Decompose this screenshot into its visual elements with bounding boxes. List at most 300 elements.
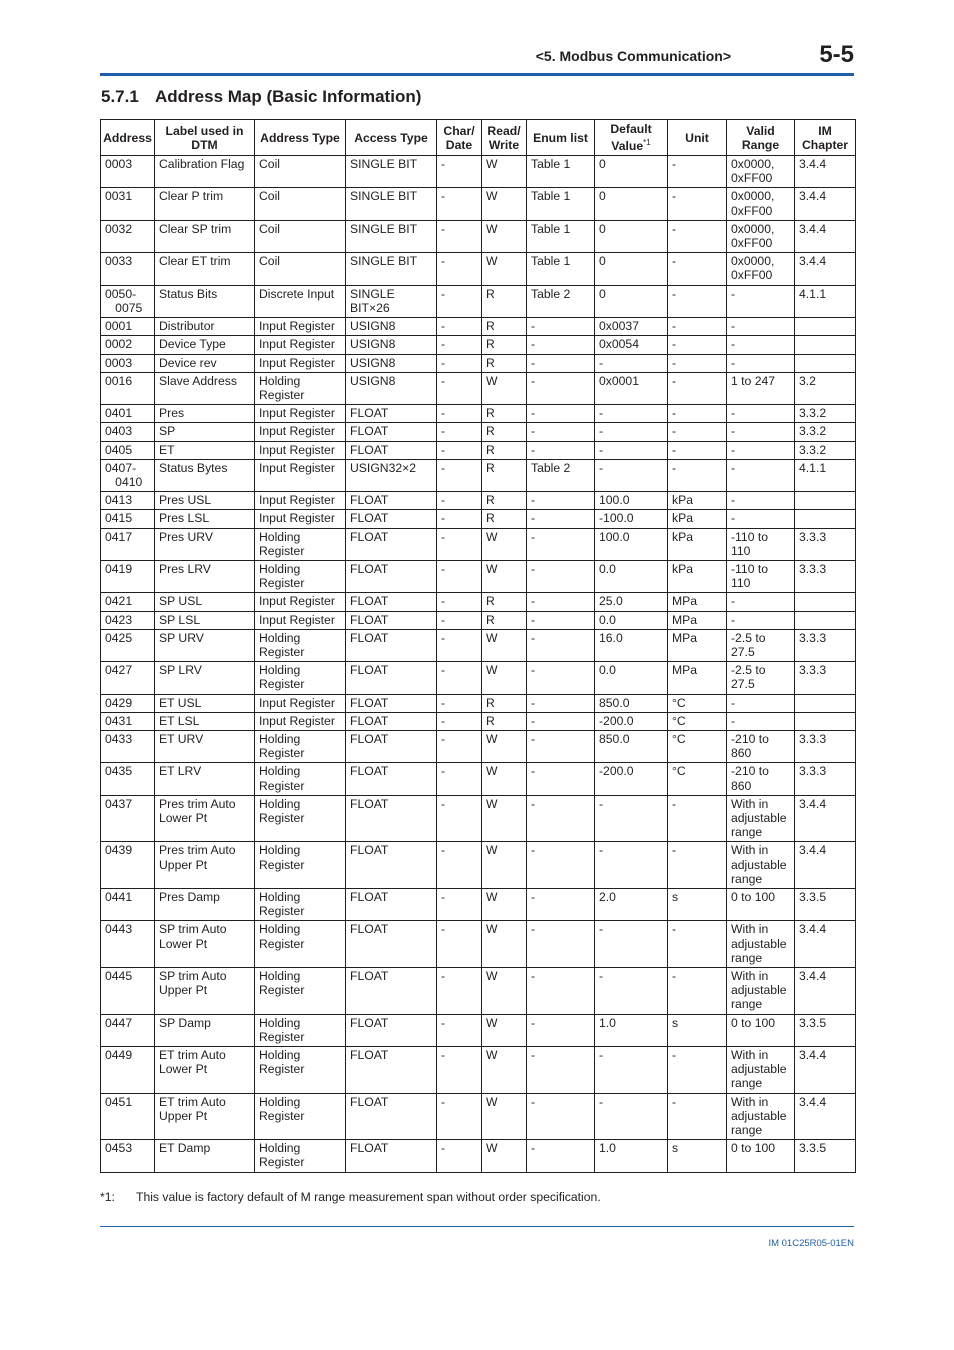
table-cell (795, 336, 856, 354)
table-row (101, 285, 856, 317)
table-cell: kPa (668, 528, 727, 560)
table-cell: - (595, 405, 668, 423)
table-cell: - (668, 1047, 727, 1094)
table-cell: Holding Register (255, 1140, 346, 1172)
table-cell (795, 492, 856, 510)
table-cell: W (482, 921, 527, 968)
table-cell: 3.4.4 (795, 1093, 856, 1140)
table-cell: - (437, 441, 482, 459)
table-cell: Input Register (255, 423, 346, 441)
table-cell: s (668, 1014, 727, 1046)
table-cell: Holding Register (255, 763, 346, 795)
footnote-ref: *1 (643, 138, 651, 147)
table-cell: 0x0000, 0xFF00 (727, 188, 795, 220)
table-cell: Device Type (155, 336, 255, 354)
table-cell: - (527, 318, 595, 336)
table-cell: - (668, 795, 727, 842)
table-cell: - (668, 188, 727, 220)
table-cell: - (437, 593, 482, 611)
chapter-header: <5. Modbus Communication> (535, 48, 731, 64)
table-cell: Pres LRV (155, 560, 255, 592)
table-cell: Input Register (255, 611, 346, 629)
table-row (101, 372, 856, 404)
table-cell: 0413 (101, 492, 155, 510)
table-cell: - (727, 593, 795, 611)
table-cell: - (527, 730, 595, 762)
table-cell: 3.3.3 (795, 528, 856, 560)
table-cell: 0453 (101, 1140, 155, 1172)
table-cell: - (668, 156, 727, 188)
table-cell: - (437, 423, 482, 441)
column-header (482, 120, 527, 156)
table-cell: 0419 (101, 560, 155, 592)
table-cell: Pres Damp (155, 889, 255, 921)
table-cell: Clear P trim (155, 188, 255, 220)
column-header-label: Default Value (610, 122, 652, 154)
table-cell: FLOAT (346, 1014, 437, 1046)
table-cell: Input Register (255, 694, 346, 712)
table-cell: 0427 (101, 662, 155, 694)
table-cell: Holding Register (255, 1093, 346, 1140)
table-cell: FLOAT (346, 730, 437, 762)
table-cell: R (482, 510, 527, 528)
table-cell: - (437, 842, 482, 889)
table-cell: - (527, 842, 595, 889)
table-cell: - (668, 220, 727, 252)
table-cell: 0407- 0410 (101, 459, 155, 491)
table-row (101, 510, 856, 528)
table-cell: - (668, 842, 727, 889)
table-cell: 3.4.4 (795, 156, 856, 188)
table-cell: Distributor (155, 318, 255, 336)
table-cell: 0423 (101, 611, 155, 629)
table-cell: R (482, 593, 527, 611)
table-cell: FLOAT (346, 560, 437, 592)
table-cell: °C (668, 730, 727, 762)
table-cell: W (482, 528, 527, 560)
table-cell: - (727, 354, 795, 372)
table-cell: With in adjustable range (727, 968, 795, 1015)
table-cell: R (482, 285, 527, 317)
table-cell: - (595, 354, 668, 372)
table-cell: 0429 (101, 694, 155, 712)
table-cell: W (482, 188, 527, 220)
table-cell: - (437, 712, 482, 730)
table-cell: -210 to 860 (727, 730, 795, 762)
table-cell (795, 593, 856, 611)
table-cell: With in adjustable range (727, 1047, 795, 1094)
table-cell: FLOAT (346, 763, 437, 795)
table-cell: R (482, 354, 527, 372)
table-cell: - (437, 968, 482, 1015)
table-cell: - (595, 423, 668, 441)
table-cell: - (595, 459, 668, 491)
table-row (101, 763, 856, 795)
table-cell: Holding Register (255, 528, 346, 560)
table-cell: - (527, 763, 595, 795)
table-cell: Holding Register (255, 795, 346, 842)
table-cell: FLOAT (346, 968, 437, 1015)
table-cell: Coil (255, 220, 346, 252)
table-cell: SP Damp (155, 1014, 255, 1046)
table-cell: -110 to 110 (727, 528, 795, 560)
table-cell: - (727, 459, 795, 491)
table-cell: Pres (155, 405, 255, 423)
table-cell: -100.0 (595, 510, 668, 528)
table-cell: - (437, 1140, 482, 1172)
table-cell: - (437, 1093, 482, 1140)
table-row (101, 441, 856, 459)
table-row (101, 318, 856, 336)
table-cell: s (668, 1140, 727, 1172)
table-cell: ET Damp (155, 1140, 255, 1172)
table-row (101, 188, 856, 220)
table-cell: 0x0000, 0xFF00 (727, 253, 795, 285)
table-cell: USIGN8 (346, 336, 437, 354)
table-cell: Input Register (255, 593, 346, 611)
table-cell: Status Bits (155, 285, 255, 317)
table-cell: - (727, 285, 795, 317)
table-cell: - (727, 510, 795, 528)
column-header (795, 120, 856, 156)
table-cell: R (482, 459, 527, 491)
table-cell: 0 to 100 (727, 1140, 795, 1172)
table-cell: 0 (595, 285, 668, 317)
table-cell: FLOAT (346, 921, 437, 968)
table-cell: - (527, 662, 595, 694)
table-cell: - (668, 921, 727, 968)
table-cell: 3.4.4 (795, 253, 856, 285)
table-cell: MPa (668, 629, 727, 661)
table-cell: 3.3.5 (795, 1140, 856, 1172)
table-cell: - (668, 1093, 727, 1140)
table-cell: ET (155, 441, 255, 459)
table-cell: Input Register (255, 336, 346, 354)
table-cell: kPa (668, 560, 727, 592)
table-cell: - (437, 318, 482, 336)
table-cell: With in adjustable range (727, 842, 795, 889)
table-cell: Holding Register (255, 662, 346, 694)
column-header-label: Unit (685, 130, 709, 145)
table-cell: - (595, 842, 668, 889)
table-cell: FLOAT (346, 795, 437, 842)
table-cell: 0401 (101, 405, 155, 423)
table-row (101, 921, 856, 968)
table-cell: With in adjustable range (727, 795, 795, 842)
table-cell: - (437, 730, 482, 762)
table-cell: - (437, 1014, 482, 1046)
table-cell: - (668, 253, 727, 285)
table-cell: - (437, 405, 482, 423)
table-cell: - (527, 968, 595, 1015)
column-header (727, 120, 795, 156)
table-cell: - (668, 318, 727, 336)
table-cell: FLOAT (346, 629, 437, 661)
table-cell: - (595, 1047, 668, 1094)
table-cell: Holding Register (255, 889, 346, 921)
table-row (101, 1014, 856, 1046)
table-cell: R (482, 405, 527, 423)
table-cell: - (437, 763, 482, 795)
table-row (101, 629, 856, 661)
table-row (101, 405, 856, 423)
table-cell: - (527, 1140, 595, 1172)
table-cell: W (482, 1014, 527, 1046)
table-cell: 0 to 100 (727, 889, 795, 921)
table-row (101, 1140, 856, 1172)
table-cell: W (482, 889, 527, 921)
table-cell: FLOAT (346, 694, 437, 712)
table-cell: FLOAT (346, 528, 437, 560)
section-heading (101, 87, 421, 107)
table-cell: - (668, 459, 727, 491)
table-cell: 3.4.4 (795, 968, 856, 1015)
table-cell: Holding Register (255, 921, 346, 968)
table-cell: Holding Register (255, 1047, 346, 1094)
table-cell: - (437, 528, 482, 560)
table-cell: R (482, 694, 527, 712)
table-cell: FLOAT (346, 1047, 437, 1094)
table-header-row (101, 120, 856, 156)
table-cell: Input Register (255, 492, 346, 510)
table-cell: Table 1 (527, 188, 595, 220)
table-cell: W (482, 795, 527, 842)
table-cell: 1.0 (595, 1014, 668, 1046)
table-cell: - (595, 968, 668, 1015)
table-cell (795, 318, 856, 336)
table-cell: FLOAT (346, 889, 437, 921)
table-cell: SP LRV (155, 662, 255, 694)
column-header (255, 120, 346, 156)
column-header (595, 120, 668, 156)
table-cell: - (527, 423, 595, 441)
table-cell: - (437, 253, 482, 285)
table-cell: R (482, 336, 527, 354)
table-cell: With in adjustable range (727, 921, 795, 968)
table-cell: - (437, 662, 482, 694)
table-cell: 3.3.3 (795, 763, 856, 795)
table-cell: -2.5 to 27.5 (727, 662, 795, 694)
table-cell: - (437, 220, 482, 252)
table-cell: USIGN32×2 (346, 459, 437, 491)
table-cell: 0050- 0075 (101, 285, 155, 317)
column-header-label: Access Type (354, 130, 428, 145)
table-cell: Calibration Flag (155, 156, 255, 188)
table-cell: W (482, 968, 527, 1015)
table-cell: - (595, 795, 668, 842)
table-cell: Slave Address (155, 372, 255, 404)
table-cell: 3.3.3 (795, 560, 856, 592)
table-cell: FLOAT (346, 510, 437, 528)
table-cell (795, 712, 856, 730)
section-number: 5.7.1 (101, 87, 139, 106)
footnote (100, 1190, 601, 1204)
table-cell: SP URV (155, 629, 255, 661)
table-cell: 3.4.4 (795, 921, 856, 968)
table-cell: 0415 (101, 510, 155, 528)
table-cell: kPa (668, 492, 727, 510)
table-cell: 0x0054 (595, 336, 668, 354)
table-row (101, 156, 856, 188)
column-header-label: Label used in DTM (165, 123, 244, 152)
table-cell: W (482, 730, 527, 762)
column-header (668, 120, 727, 156)
table-cell: 0445 (101, 968, 155, 1015)
table-cell: 3.3.2 (795, 423, 856, 441)
table-cell: FLOAT (346, 593, 437, 611)
table-cell: 0002 (101, 336, 155, 354)
column-header-label: IM Chapter (801, 123, 849, 152)
footnote-text: This value is factory default of M range measurement span without order specification. (136, 1190, 601, 1204)
table-cell: 0.0 (595, 611, 668, 629)
table-cell: 0405 (101, 441, 155, 459)
table-row (101, 593, 856, 611)
table-cell: Holding Register (255, 730, 346, 762)
table-cell: -2.5 to 27.5 (727, 629, 795, 661)
table-cell: - (527, 629, 595, 661)
table-cell: - (527, 611, 595, 629)
table-cell: Discrete Input (255, 285, 346, 317)
table-cell: W (482, 1140, 527, 1172)
footer-rule (100, 1226, 854, 1227)
table-cell: - (668, 354, 727, 372)
table-cell: - (727, 423, 795, 441)
table-cell: - (727, 492, 795, 510)
column-header-label: Read/ Write (487, 123, 521, 152)
table-cell: - (437, 1047, 482, 1094)
table-cell: 0451 (101, 1093, 155, 1140)
table-cell: Input Register (255, 712, 346, 730)
table-cell: 3.3.3 (795, 730, 856, 762)
table-cell: SINGLE BIT (346, 156, 437, 188)
table-row (101, 423, 856, 441)
table-cell: R (482, 611, 527, 629)
table-cell: - (527, 372, 595, 404)
table-cell: 0 (595, 188, 668, 220)
table-cell: - (727, 694, 795, 712)
document-code: IM 01C25R05-01EN (768, 1238, 854, 1249)
table-cell: 3.3.2 (795, 405, 856, 423)
table-cell: - (437, 354, 482, 372)
table-cell: 0417 (101, 528, 155, 560)
table-cell: W (482, 220, 527, 252)
table-cell: 100.0 (595, 528, 668, 560)
table-row (101, 1093, 856, 1140)
table-cell: - (668, 372, 727, 404)
table-cell: - (595, 1093, 668, 1140)
table-cell: - (437, 156, 482, 188)
table-cell: R (482, 423, 527, 441)
table-cell: Coil (255, 156, 346, 188)
column-header (346, 120, 437, 156)
table-cell: 0031 (101, 188, 155, 220)
table-row (101, 1047, 856, 1094)
table-cell: 0433 (101, 730, 155, 762)
table-cell: W (482, 629, 527, 661)
section-title: Address Map (Basic Information) (155, 87, 422, 106)
table-cell: Input Register (255, 354, 346, 372)
table-cell: - (668, 285, 727, 317)
table-cell: - (437, 629, 482, 661)
column-header-label: Address (103, 130, 152, 145)
table-cell: ET URV (155, 730, 255, 762)
table-cell: ET LSL (155, 712, 255, 730)
table-cell: 3.4.4 (795, 842, 856, 889)
table-cell: 0421 (101, 593, 155, 611)
table-row (101, 253, 856, 285)
table-cell: 0x0001 (595, 372, 668, 404)
table-cell: °C (668, 763, 727, 795)
table-cell: 4.1.1 (795, 459, 856, 491)
table-cell: - (527, 492, 595, 510)
table-cell: 850.0 (595, 730, 668, 762)
table-cell: FLOAT (346, 1140, 437, 1172)
table-cell: 3.2 (795, 372, 856, 404)
table-cell: R (482, 318, 527, 336)
table-cell: - (527, 336, 595, 354)
table-cell: W (482, 1047, 527, 1094)
table-cell: Holding Register (255, 968, 346, 1015)
table-cell: - (668, 423, 727, 441)
table-cell: Input Register (255, 405, 346, 423)
table-cell: Pres trim Auto Upper Pt (155, 842, 255, 889)
table-cell: Table 1 (527, 253, 595, 285)
table-row (101, 694, 856, 712)
table-cell: 0.0 (595, 560, 668, 592)
table-row (101, 528, 856, 560)
column-header-label: Valid Range (741, 123, 780, 152)
table-cell: - (727, 441, 795, 459)
table-cell: - (437, 336, 482, 354)
table-cell: 100.0 (595, 492, 668, 510)
table-row (101, 560, 856, 592)
table-cell: - (437, 560, 482, 592)
column-header-label: Enum list (533, 130, 588, 145)
table-cell: USIGN8 (346, 354, 437, 372)
table-cell: FLOAT (346, 492, 437, 510)
table-cell: - (527, 1093, 595, 1140)
table-cell: FLOAT (346, 662, 437, 694)
table-cell: SP trim Auto Lower Pt (155, 921, 255, 968)
table-cell: W (482, 662, 527, 694)
table-cell: Pres USL (155, 492, 255, 510)
table-cell: Input Register (255, 459, 346, 491)
table-cell: - (727, 318, 795, 336)
table-cell: 0437 (101, 795, 155, 842)
table-cell: SINGLE BIT×26 (346, 285, 437, 317)
table-cell: 0 (595, 253, 668, 285)
table-cell: Holding Register (255, 560, 346, 592)
table-cell: W (482, 560, 527, 592)
table-cell: - (437, 492, 482, 510)
table-cell: Status Bytes (155, 459, 255, 491)
table-cell: MPa (668, 593, 727, 611)
header-rule (100, 73, 854, 76)
table-cell: 0016 (101, 372, 155, 404)
table-cell: Input Register (255, 318, 346, 336)
table-cell: - (437, 694, 482, 712)
table-cell: - (727, 611, 795, 629)
table-cell: - (437, 795, 482, 842)
table-cell: 1 to 247 (727, 372, 795, 404)
table-cell: MPa (668, 611, 727, 629)
table-cell: 3.3.3 (795, 629, 856, 661)
table-row (101, 611, 856, 629)
table-cell: - (527, 1014, 595, 1046)
table-cell: 3.3.3 (795, 662, 856, 694)
table-cell: 850.0 (595, 694, 668, 712)
table-cell: s (668, 889, 727, 921)
